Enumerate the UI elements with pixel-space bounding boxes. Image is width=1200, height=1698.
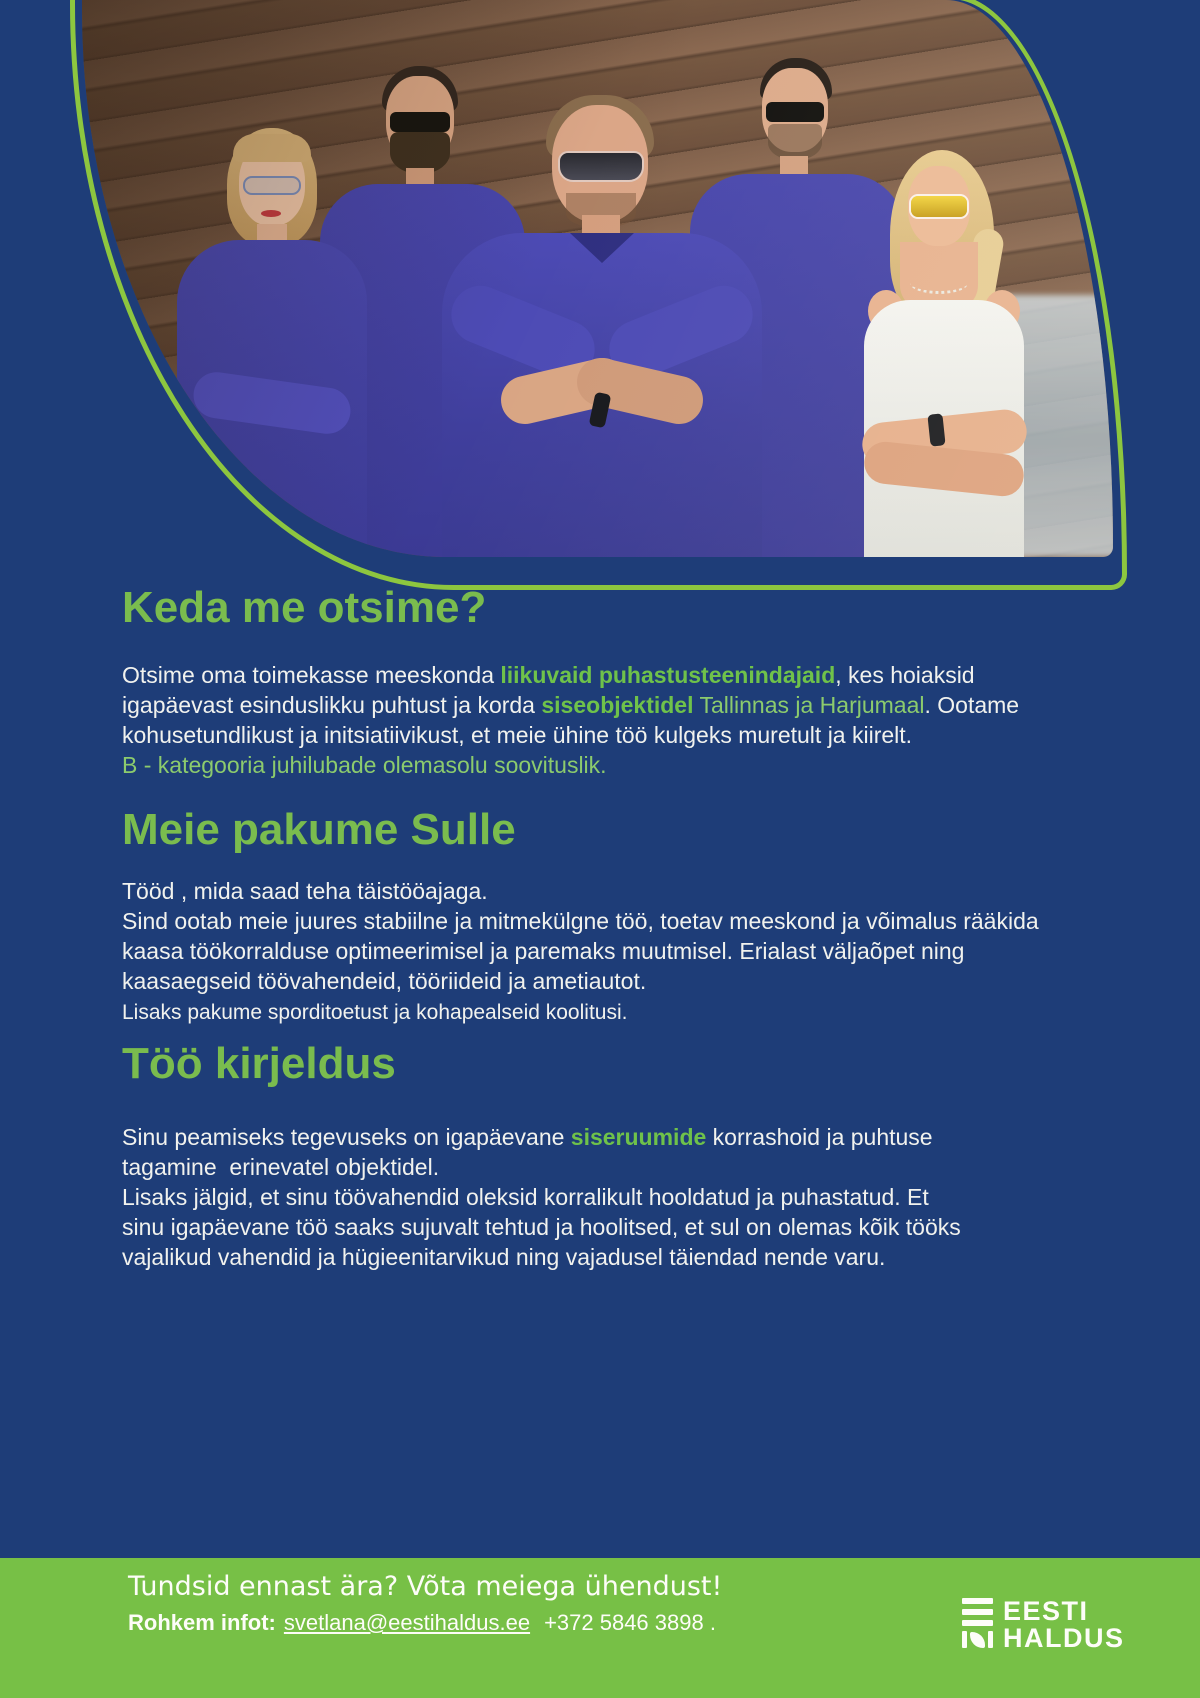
logo-bar <box>962 1598 993 1604</box>
phone-number: +372 5846 3898 . <box>544 1610 716 1635</box>
logo-text <box>1003 1598 1125 1652</box>
lips <box>261 210 281 217</box>
leaf-lines-icon <box>962 1598 993 1648</box>
hero-photo <box>82 0 1113 557</box>
logo-stub <box>988 1631 993 1648</box>
logo-text-line2: HALDUS <box>1003 1623 1125 1653</box>
section-heading-job: Töö kirjeldus <box>122 1039 396 1088</box>
logo-leaf-row <box>962 1631 993 1648</box>
wristwatch <box>927 413 945 446</box>
paragraph-offer: Tööd , mida saad teha täistööajaga. Sind ootab meie juures stabiilne ja mitmekülgne töö, toetav meeskond ja võimalus rääkida kaasa töökorralduse optimeerimisel ja paremaks muutmisel. Erialast väljaõpet ning kaasaegseid töövahendeid, tööriideid ja ametiautot. Lisaks pakume sporditoetust ja kohapealseid koolitusi. <box>122 878 1039 1024</box>
email-link[interactable]: svetlana@eestihaldus.ee <box>283 1610 531 1635</box>
person-woman-left <box>177 128 367 557</box>
paragraph-who: Otsime oma toimekasse meeskonda liikuvaid puhastusteenindajaid, kes hoiaksid igapäevast esinduslikku puhtust ja korda siseobjektidel Tallinnas ja Harjumaal. Ootame kohusetundlikust ja initsiatiivikust, et meie ühine töö kulgeks muretult ja kiirelt. B - kategooria juhilubade olemasolu soovituslik. <box>122 662 1020 778</box>
footer-contact-line <box>128 1608 716 1638</box>
person-man-center <box>442 95 762 557</box>
footer-bar <box>0 1558 1200 1698</box>
logo-bar <box>962 1620 993 1626</box>
neck <box>780 156 808 176</box>
footer-info-label: Rohkem infot: <box>128 1610 276 1635</box>
person-woman-right <box>834 150 1099 557</box>
sunglasses <box>766 102 824 122</box>
section-heading-offer: Meie pakume Sulle <box>122 805 516 854</box>
paragraph-job: Sinu peamiseks tegevuseks on igapäevane siseruumide korrashoid ja puhtuse tagamine erinevatel objektidel. Lisaks jälgid, et sinu töövahendid oleksid korralikult hooldatud ja puhastatud. Et sinu igapäevane töö saaks sujuvalt tehtud ja hoolitsed, et sul on olemas kõik tööks vajalikud vahendid ja hügieenitarvikud ning vajadusel täiendad nende varu. <box>122 1124 961 1270</box>
eesti-haldus-logo <box>962 1598 1125 1652</box>
logo-text-line1: EESTI <box>1003 1596 1089 1626</box>
beard <box>768 124 822 160</box>
logo-stub <box>962 1631 967 1648</box>
logo-bar <box>962 1609 993 1615</box>
yellow-sunglasses <box>911 196 967 217</box>
section-heading-who: Keda me otsime? <box>122 583 487 632</box>
sunglasses <box>560 153 642 180</box>
eyeglasses <box>243 176 301 195</box>
footer-headline: Tundsid ennast ära? Võta meiega ühendust! <box>128 1571 723 1602</box>
necklace <box>910 272 968 294</box>
sunglasses <box>390 112 450 132</box>
leaf-icon <box>970 1632 985 1648</box>
hair <box>233 134 311 162</box>
